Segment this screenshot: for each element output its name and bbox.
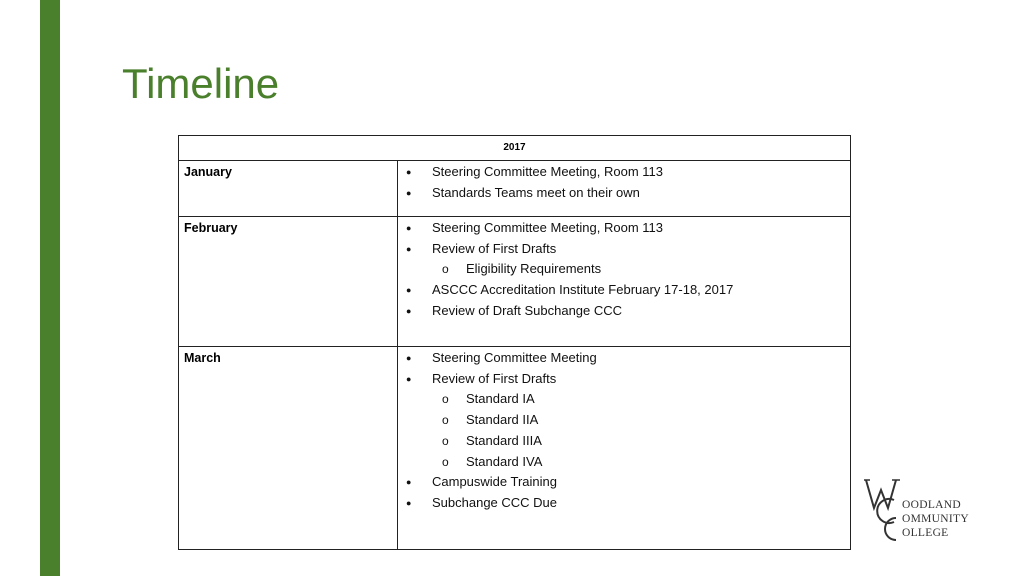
list-item xyxy=(398,218,850,239)
list-item xyxy=(398,472,850,493)
dot-bullet-icon: ● xyxy=(406,353,412,363)
dot-bullet-icon: ● xyxy=(406,223,412,233)
accent-bar xyxy=(40,0,60,576)
dot-bullet-icon: ● xyxy=(406,305,412,316)
items-cell xyxy=(398,161,851,217)
dot-bullet-icon: ● xyxy=(406,477,412,488)
dot-bullet-icon: ● xyxy=(406,243,412,254)
list-item-text: Standards Teams meet on their own xyxy=(432,184,640,200)
list-item xyxy=(398,301,850,322)
list-item-text: Subchange CCC Due xyxy=(432,494,558,510)
timeline-table xyxy=(178,135,851,550)
sub-list-item xyxy=(398,259,850,280)
list-item-text: Standard IVA xyxy=(466,453,543,469)
items-cell xyxy=(398,217,851,347)
items-cell xyxy=(398,347,851,550)
list-item xyxy=(398,162,850,183)
dot-bullet-icon: ● xyxy=(406,187,412,198)
list-item-text: Review of First Drafts xyxy=(432,370,557,386)
dot-bullet-icon: ● xyxy=(406,497,412,508)
list-item xyxy=(398,369,850,390)
circle-bullet-icon: o xyxy=(442,262,449,277)
list-item xyxy=(398,280,850,301)
list-item xyxy=(398,493,850,514)
logo-line-1: OODLAND xyxy=(902,499,961,511)
table-row xyxy=(179,217,851,347)
sub-list-item xyxy=(398,389,850,410)
logo-wordmark xyxy=(902,498,969,540)
list-item-text: ASCCC Accreditation Institute February 17-18, 2017 xyxy=(432,282,734,298)
list-item-text: Eligibility Requirements xyxy=(466,261,602,277)
list-item-text: Review of Draft Subchange CCC xyxy=(432,302,623,318)
logo-line-3: OLLEGE xyxy=(902,527,949,539)
list-item-text: Standard IIIA xyxy=(466,432,542,448)
list-item xyxy=(398,183,850,204)
list-item-text: Standard IA xyxy=(466,391,535,407)
circle-bullet-icon: o xyxy=(442,392,449,407)
list-item-text: Steering Committee Meeting, Room 113 xyxy=(432,220,663,235)
slide-title: Timeline xyxy=(122,60,280,107)
circle-bullet-icon: o xyxy=(442,454,449,469)
sub-list-item xyxy=(398,452,850,473)
dot-bullet-icon: ● xyxy=(406,167,412,177)
month-label: March xyxy=(179,347,398,550)
bullet-list xyxy=(398,218,850,322)
list-item-text: Steering Committee Meeting, Room 113 xyxy=(432,164,663,179)
table-row xyxy=(179,347,851,550)
list-item-text: Steering Committee Meeting xyxy=(432,350,597,365)
bullet-list xyxy=(398,348,850,514)
month-label: February xyxy=(179,217,398,347)
list-item-text: Review of First Drafts xyxy=(432,240,557,256)
sub-list-item xyxy=(398,431,850,452)
bullet-list xyxy=(398,162,850,203)
sub-list-item xyxy=(398,410,850,431)
dot-bullet-icon: ● xyxy=(406,285,412,296)
dot-bullet-icon: ● xyxy=(406,373,412,384)
list-item xyxy=(398,348,850,369)
list-item xyxy=(398,239,850,260)
year-header: 2017 xyxy=(179,136,851,161)
logo-line-2: OMMUNITY xyxy=(902,513,969,525)
circle-bullet-icon: o xyxy=(442,433,449,448)
list-item-text: Standard IIA xyxy=(466,412,539,428)
table-row xyxy=(179,161,851,217)
list-item-text: Campuswide Training xyxy=(432,474,558,490)
month-label: January xyxy=(179,161,398,217)
college-logo xyxy=(864,478,974,542)
circle-bullet-icon: o xyxy=(442,413,449,428)
